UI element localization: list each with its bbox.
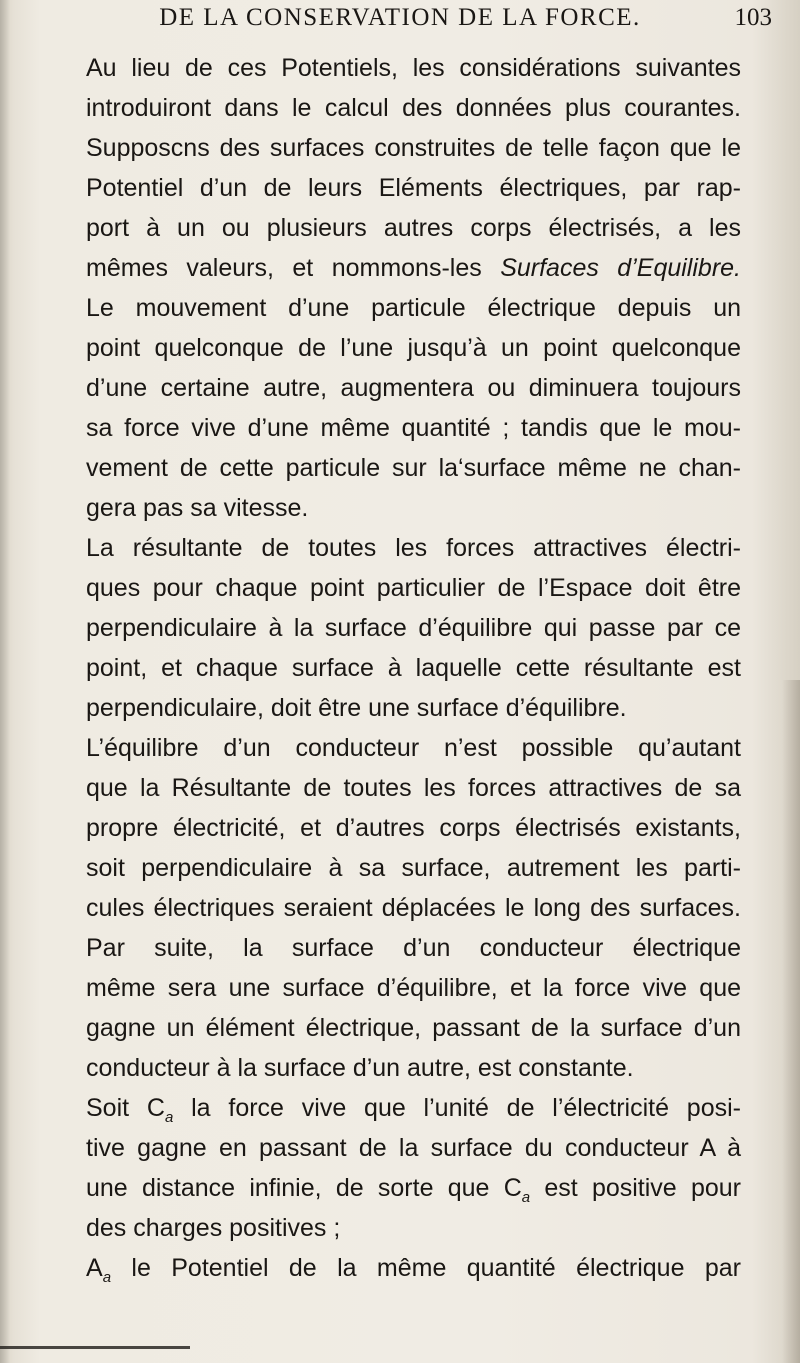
text-line: que la Résultante de toutes les forces attractives de sa <box>86 774 741 802</box>
text-line: Le mouvement d’une particule électrique depuis un <box>86 294 741 322</box>
text-line: une distance infinie, de sorte que $C_a$ est positive pour <box>86 1174 741 1206</box>
text-line: tive gagne en passant de la surface du conducteur A à <box>86 1134 741 1162</box>
text-line: $A_a$ le Potentiel de la même quantité électrique par <box>86 1254 741 1286</box>
running-head <box>0 0 800 44</box>
text-line: port à un ou plusieurs autres corps électrisés, a les <box>86 214 741 242</box>
text-line: point, et chaque surface à laquelle cette résultante est <box>86 654 741 682</box>
text-line: gagne un élément électrique, passant de la surface d’un <box>86 1014 741 1042</box>
text-line: mêmes valeurs, et nommons-les Surfaces d’Equilibre. <box>86 254 741 282</box>
gutter-shadow <box>0 0 10 1363</box>
text-line: vement de cette particule sur la‘surface même ne chan- <box>86 454 741 482</box>
text-line: même sera une surface d’équilibre, et la force vive que <box>86 974 741 1002</box>
text-line: introduiront dans le calcul des données plus courantes. <box>86 94 741 122</box>
text-line: ques pour chaque point particulier de l’Espace doit être <box>86 574 741 602</box>
text-line: point quelconque de l’une jusqu’à un point quelconque <box>86 334 741 362</box>
running-head-title: DE LA CONSERVATION DE LA FORCE. <box>159 4 641 31</box>
text-line: soit perpendiculaire à sa surface, autrement les parti- <box>86 854 741 882</box>
text-line: L’équilibre d’un conducteur n’est possible qu’autant <box>86 734 741 762</box>
text-line: gera pas sa vitesse. <box>86 494 309 522</box>
text-line: cules électriques seraient déplacées le long des surfaces. <box>86 894 741 922</box>
text-line: sa force vive d’une même quantité ; tandis que le mou- <box>86 414 741 442</box>
text-line: conducteur à la surface d’un autre, est constante. <box>86 1054 634 1082</box>
italic-term: Surfaces d’Equilibre. <box>500 254 741 282</box>
text-line: Soit $C_a$ la force vive que l’unité de l’électricité posi- <box>86 1094 741 1126</box>
page-number: 103 <box>734 4 772 31</box>
bottom-rule <box>0 1346 190 1349</box>
text-line: Par suite, la surface d’un conducteur électrique <box>86 934 741 962</box>
text-line: Potentiel d’un de leurs Eléments électriques, par rap- <box>86 174 741 202</box>
text-line: perpendiculaire à la surface d’équilibre qui passe par ce <box>86 614 741 642</box>
text-line: Supposcns des surfaces construites de telle façon que le <box>86 134 741 162</box>
text-line: Au lieu de ces Potentiels, les considérations suivantes <box>86 54 741 82</box>
text-line: d’une certaine autre, augmentera ou diminuera toujours <box>86 374 741 402</box>
text-line: perpendiculaire, doit être une surface d’équilibre. <box>86 694 627 722</box>
text-line: propre électricité, et d’autres corps électrisés existants, <box>86 814 741 842</box>
page-edge-shadow <box>782 680 800 1363</box>
text-line: La résultante de toutes les forces attractives électri- <box>86 534 741 562</box>
text-line: des charges positives ; <box>86 1214 341 1242</box>
